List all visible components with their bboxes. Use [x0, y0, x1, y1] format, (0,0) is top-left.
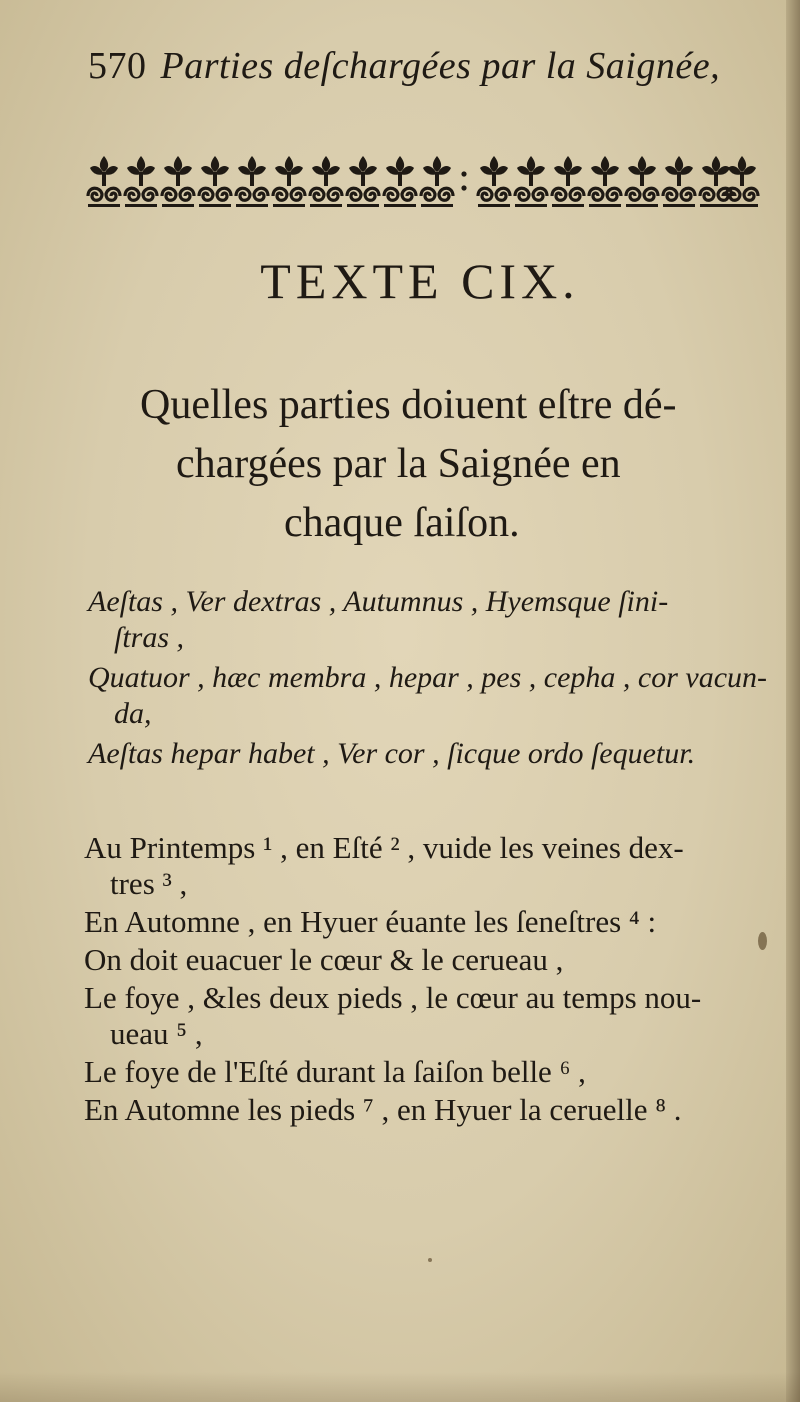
verse-line: Au Printemps ¹ , en Eſté ² , vuide les veines dex-	[84, 830, 684, 865]
french-verse	[84, 942, 774, 978]
verse-line: Aeſtas hepar habet , Ver cor , ſicque ordo ſequetur.	[88, 737, 696, 770]
question-line: chaque ſaiſon.	[284, 500, 520, 546]
verse-line: da,	[114, 697, 152, 730]
latin-verse	[88, 736, 768, 772]
french-verse	[84, 904, 774, 940]
french-verse-block	[84, 830, 774, 1130]
question-line: chargées par la Saignée en	[176, 441, 621, 487]
verse-line: Le foye de l'Eſté durant la ſaiſon belle ⁶ ,	[84, 1054, 586, 1089]
french-verse	[84, 980, 774, 1052]
page-edge	[786, 0, 800, 1402]
verse-line: En Automne , en Hyuer éuante les ſeneſtres ⁴ :	[84, 904, 657, 939]
verse-line: tres ³ ,	[110, 866, 188, 901]
verse-line: Le foye , &les deux pieds , le cœur au temps nou-	[84, 980, 702, 1015]
latin-verse	[88, 660, 768, 732]
ink-spot	[428, 1258, 432, 1262]
verse-line: Aeſtas , Ver dextras , Autumnus , Hyemsque ſini-	[88, 585, 669, 618]
verse-line: Quatuor , hæc membra , hepar , pes , cepha , cor vacun-	[88, 661, 768, 694]
verse-line: On doit euacuer le cœur & le cerueau ,	[84, 942, 564, 977]
question-line: Quelles parties doiuent eſtre dé-	[140, 382, 677, 428]
running-title: Parties deſchargées par la Saignée,	[160, 45, 721, 87]
verse-line: ueau ⁵ ,	[110, 1016, 203, 1051]
verse-line: En Automne les pieds ⁷ , en Hyuer la ceruelle ⁸ .	[84, 1092, 682, 1127]
latin-verse	[88, 584, 768, 656]
running-head	[88, 44, 728, 88]
french-verse	[84, 1054, 774, 1090]
question-title	[140, 376, 740, 553]
page-shadow	[0, 1372, 800, 1402]
ink-spot	[758, 932, 767, 950]
fleuron-band-icon	[86, 152, 760, 214]
verse-line: ſtras ,	[114, 621, 185, 654]
latin-verse-block	[88, 584, 768, 776]
french-verse	[84, 1092, 774, 1128]
section-heading: TEXTE CIX.	[260, 253, 580, 309]
french-verse	[84, 830, 774, 902]
page-number: 570	[88, 45, 147, 87]
